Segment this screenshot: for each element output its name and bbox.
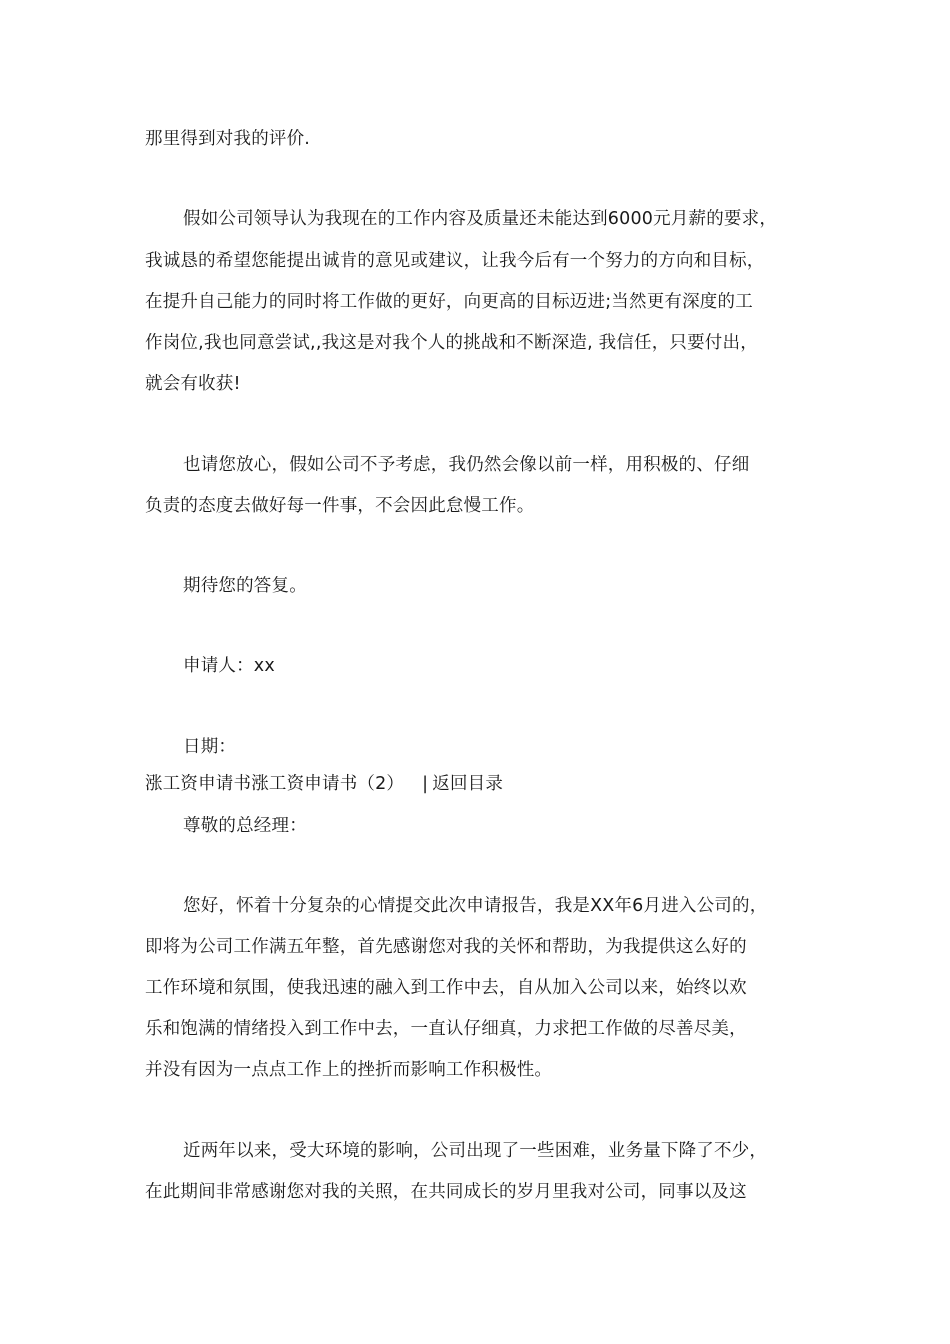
- paragraph-line: 负责的态度去做好每一件事，不会因此怠慢工作。: [145, 496, 535, 516]
- applicant-line: 申请人：xx: [183, 656, 275, 676]
- paragraph-line: 也请您放心，假如公司不予考虑，我仍然会像以前一样，用积极的、仔细: [183, 455, 750, 475]
- back-to-toc-link[interactable]: 返回目录: [432, 774, 504, 794]
- paragraph-line: 您好，怀着十分复杂的心情提交此次申请报告，我是XX年6月进入公司的，: [183, 896, 768, 916]
- paragraph-line: 乐和饱满的情绪投入到工作中去，一直认仔细真，力求把工作做的尽善尽美，: [145, 1019, 747, 1039]
- paragraph-line: 近两年以来，受大环境的影响，公司出现了一些困难，业务量下降了不少，: [183, 1141, 768, 1161]
- paragraph-line: 在提升自己能力的同时将工作做的更好，向更高的目标迈进;当然更有深度的工: [145, 292, 753, 312]
- section-heading-row: [145, 772, 503, 796]
- paragraph-line: 假如公司领导认为我现在的工作内容及质量还未能达到6000元月薪的要求，: [183, 209, 778, 229]
- separator: |: [422, 774, 429, 794]
- paragraph-line: 那里得到对我的评价.: [145, 129, 311, 149]
- paragraph-line: 即将为公司工作满五年整，首先感谢您对我的关怀和帮助，为我提供这么好的: [145, 937, 747, 957]
- paragraph-line: 作岗位,我也同意尝试,,我这是对我个人的挑战和不断深造, 我信任，只要付出，: [145, 333, 758, 353]
- paragraph-line: 我诚恳的希望您能提出诚肯的意见或建议，让我今后有一个努力的方向和目标，: [145, 251, 765, 271]
- paragraph-line: 并没有因为一点点工作上的挫折而影响工作积极性。: [145, 1060, 553, 1080]
- paragraph-line: 在此期间非常感谢您对我的关照，在共同成长的岁月里我对公司，同事以及这: [145, 1182, 747, 1202]
- paragraph-line: 就会有收获!: [145, 374, 241, 394]
- date-line: 日期：: [183, 737, 237, 757]
- paragraph-line: 工作环境和氛围，使我迅速的融入到工作中去，自从加入公司以来，始终以欢: [145, 978, 747, 998]
- paragraph-line: 期待您的答复。: [183, 576, 307, 596]
- salutation: 尊敬的总经理：: [183, 816, 307, 836]
- section-heading: 涨工资申请书涨工资申请书（2）: [145, 774, 405, 794]
